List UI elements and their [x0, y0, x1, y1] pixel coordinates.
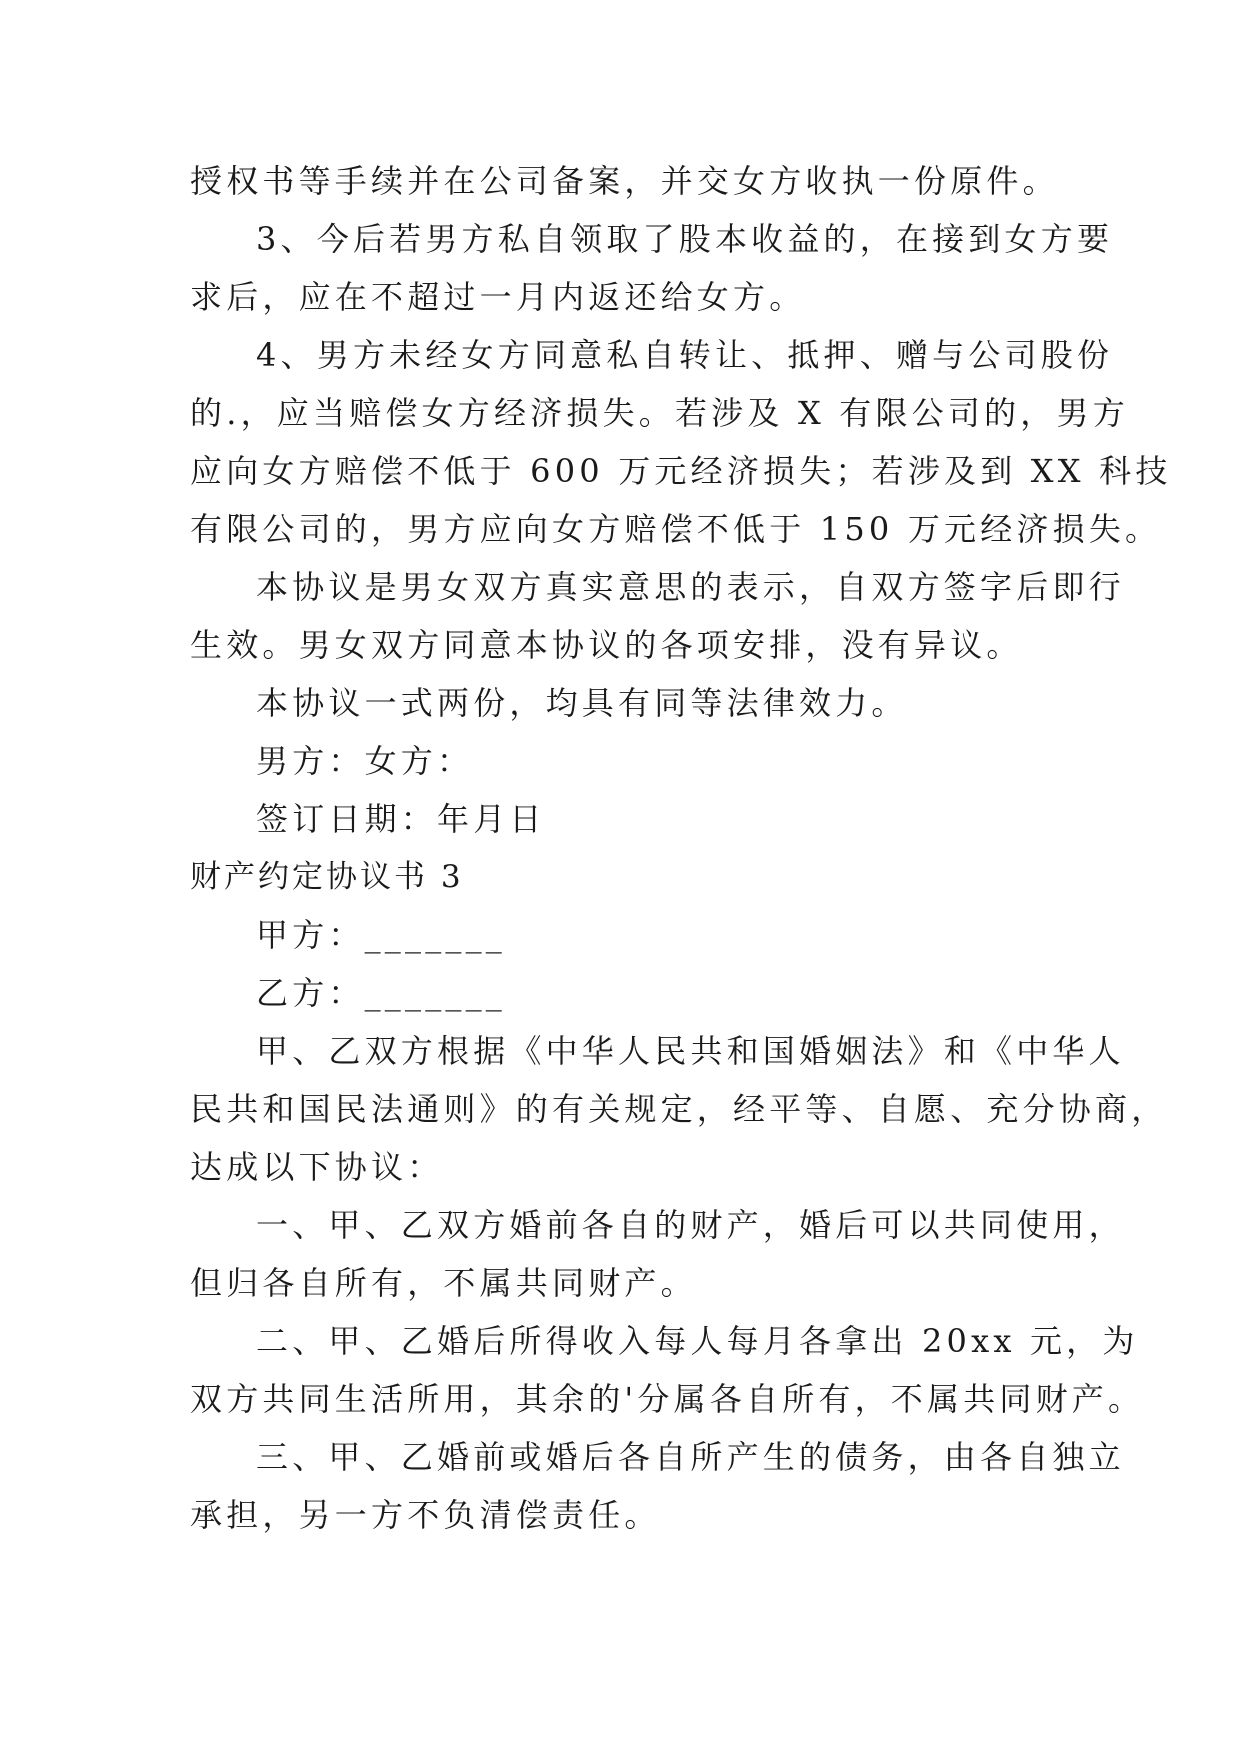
text-line: 生效。男女双方同意本协议的各项安排，没有异议。: [190, 626, 1023, 664]
text-line: 民共和国民法通则》的有关规定，经平等、自愿、充分协商，: [190, 1090, 1168, 1128]
text-line: 的.，应当赔偿女方经济损失。若涉及 X 有限公司的，男方: [190, 394, 1129, 432]
text-line: 授权书等手续并在公司备案，并交女方收执一份原件。: [190, 162, 1059, 200]
text-line: 但归各自所有，不属共同财产。: [190, 1264, 697, 1302]
text-line: 承担，另一方不负清偿责任。: [190, 1496, 661, 1534]
text-line: 三、甲、乙婚前或婚后各自所产生的债务，由各自独立: [256, 1438, 1125, 1476]
text-line: 双方共同生活所用，其余的'分属各自所有，不属共同财产。: [190, 1380, 1145, 1418]
text-line: 一、甲、乙双方婚前各自的财产，婚后可以共同使用，: [256, 1206, 1125, 1244]
text-line: 本协议一式两份，均具有同等法律效力。: [256, 684, 908, 722]
text-line: 3、今后若男方私自领取了股本收益的，在接到女方要: [256, 220, 1114, 258]
party-a-line: 甲方：_______: [256, 916, 507, 954]
text-line: 二、甲、乙婚后所得收入每人每月各拿出 20xx 元，为: [256, 1322, 1139, 1360]
signature-line: 男方：女方：: [256, 742, 474, 780]
text-line: 本协议是男女双方真实意思的表示，自双方签字后即行: [256, 568, 1125, 606]
text-line: 求后，应在不超过一月内返还给女方。: [190, 278, 806, 316]
text-line: 甲、乙双方根据《中华人民共和国婚姻法》和《中华人: [256, 1032, 1125, 1070]
text-line: 达成以下协议：: [190, 1148, 444, 1186]
text-line: 4、男方未经女方同意私自转让、抵押、赠与公司股份: [256, 336, 1114, 374]
document-page: [190, 152, 1172, 1544]
date-line: 签订日期：年月日: [256, 800, 546, 838]
text-line: 应向女方赔偿不低于 600 万元经济损失；若涉及到 XX 科技: [190, 452, 1172, 490]
party-b-line: 乙方：_______: [256, 974, 507, 1012]
text-line: 有限公司的，男方应向女方赔偿不低于 150 万元经济损失。: [190, 510, 1162, 548]
section-title: 财产约定协议书 3: [190, 859, 464, 895]
